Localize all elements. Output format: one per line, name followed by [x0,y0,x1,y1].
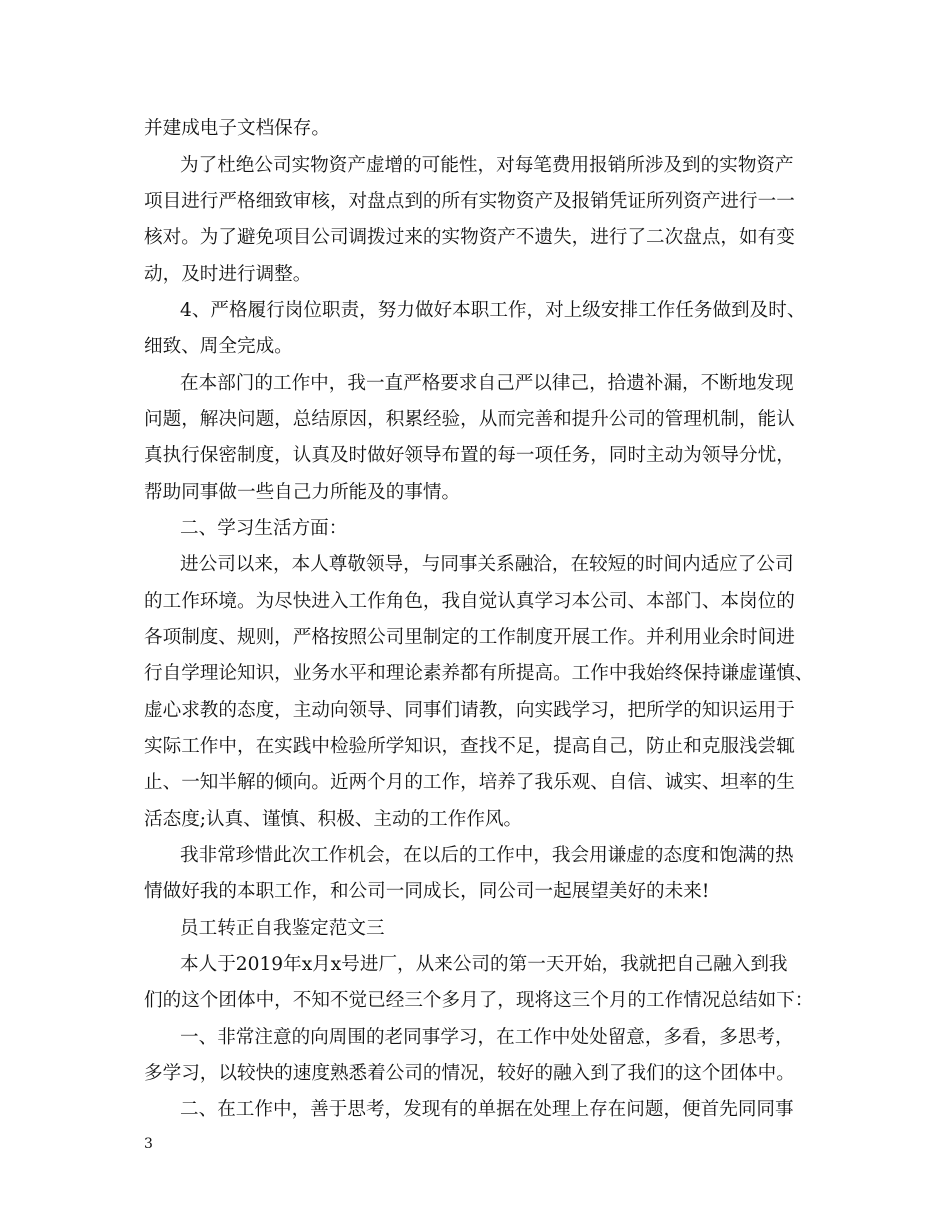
text-line: 行自学理论知识，业务水平和理论素养都有所提高。工作中我始终保持谦虚谨慎、 [144,663,814,684]
text-line: 帮助同事做一些自己力所能及的事情。 [144,482,461,503]
section-heading: 二、学习生活方面： [180,518,348,539]
text-line: 多学习，以较快的速度熟悉着公司的情况，较好的融入到了我们的这个团体中。 [144,1063,795,1084]
text-line: 项目进行严格细致审核，对盘点到的所有实物资产及报销凭证所列资产进行一一 [144,191,795,212]
text-line: 核对。为了避免项目公司调拨过来的实物资产不遗失，进行了二次盘点，如有变 [144,227,795,248]
text-line: 二、在工作中，善于思考，发现有的单据在处理上存在问题，便首先同同事 [180,1099,794,1120]
text-line: 的工作环境。为尽快进入工作角色，我自觉认真学习本公司、本部门、本岗位的 [144,591,795,612]
text-line: 问题，解决问题，总结原因，积累经验，从而完善和提升公司的管理机制，能认 [144,409,795,430]
text-line: 真执行保密制度，认真及时做好领导布置的每一项任务，同时主动为领导分忧， [144,445,795,466]
text-line: 进公司以来，本人尊敬领导，与同事关系融洽，在较短的时间内适应了公司 [180,554,794,575]
page-number: 3 [144,1136,153,1152]
text-line: 并建成电子文档保存。 [144,118,330,139]
text-line: 活态度;认真、谨慎、积极、主动的工作作风。 [144,809,523,830]
text-line: 动，及时进行调整。 [144,264,312,285]
text-line: 各项制度、规则，严格按照公司里制定的工作制度开展工作。并利用业余时间进 [144,627,795,648]
text-line: 本人于2019年x月x号进厂，从来公司的第一天开始，我就把自己融入到我 [180,954,788,975]
text-line: 为了杜绝公司实物资产虚增的可能性，对每笔费用报销所涉及到的实物资产 [180,155,794,176]
text-line: 们的这个团体中，不知不觉已经三个多月了，现将这三个月的工作情况总结如下： [144,990,814,1011]
text-line: 细致、周全完成。 [144,336,293,357]
text-line: 我非常珍惜此次工作机会，在以后的工作中，我会用谦虚的态度和饱满的热 [180,845,794,866]
text-line: 虚心求教的态度，主动向领导、同事们请教，向实践学习，把所学的知识运用于 [144,700,795,721]
section-heading: 员工转正自我鉴定范文三 [180,918,385,939]
text-line: 止、一知半解的倾向。近两个月的工作，培养了我乐观、自信、诚实、坦率的生 [144,772,795,793]
text-line: 实际工作中，在实践中检验所学知识，查找不足，提高自己，防止和克服浅尝辄 [144,736,795,757]
text-line: 一、非常注意的向周围的老同事学习，在工作中处处留意，多看，多思考， [180,1027,794,1048]
text-line: 在本部门的工作中，我一直严格要求自己严以律己，拾遗补漏，不断地发现 [180,373,794,394]
text-line: 4、严格履行岗位职责，努力做好本职工作，对上级安排工作任务做到及时、 [180,300,806,321]
text-line: 情做好我的本职工作，和公司一同成长，同公司一起展望美好的未来! [144,881,710,902]
